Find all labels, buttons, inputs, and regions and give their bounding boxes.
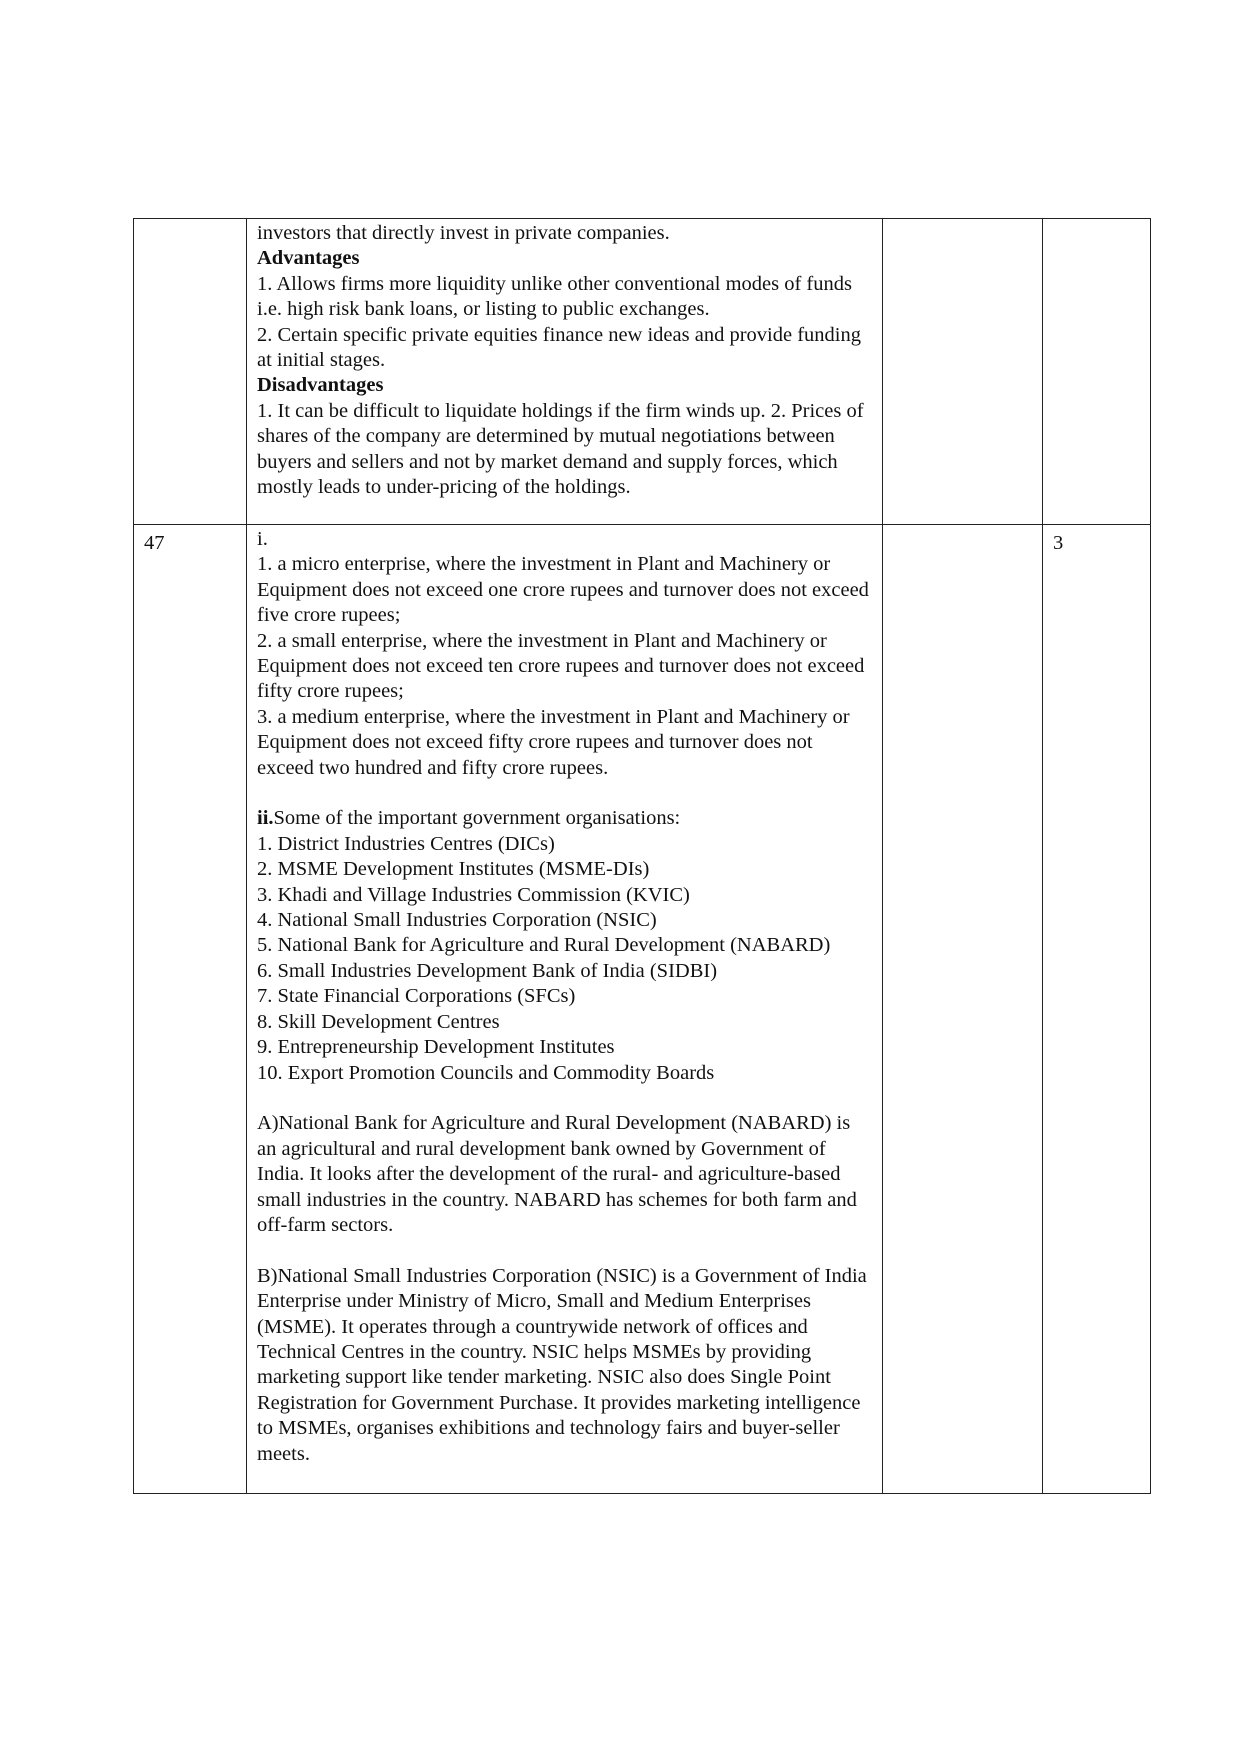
paragraph-spacer — [257, 1238, 874, 1263]
part-ii-intro-line — [257, 806, 874, 831]
question-number — [134, 219, 246, 225]
part-ii-label: ii. — [257, 807, 274, 830]
marks-cell — [1043, 219, 1151, 525]
answer-table — [133, 218, 1151, 1494]
answer-text — [247, 525, 882, 1467]
marks-cell — [1043, 525, 1151, 1494]
list-item: 2. a small enterprise, where the investment in Plant and Machinery or Equipment does not exceed ten crore rupees and turnover does not exceed fifty crore rupees; — [257, 629, 865, 703]
question-number-cell — [134, 525, 247, 1494]
advantage-item: 1. Allows firms more liquidity unlike other conventional modes of funds i.e. high risk bank loans, or listing to public exchanges. — [257, 272, 852, 321]
list-item: 4. National Small Industries Corporation (NSIC) — [257, 909, 657, 932]
list-item: 1. District Industries Centres (DICs) — [257, 832, 555, 855]
paragraph-spacer — [257, 781, 874, 806]
list-item: 10. Export Promotion Councils and Commodity Boards — [257, 1061, 715, 1084]
list-item: 5. National Bank for Agriculture and Rural Development (NABARD) — [257, 934, 831, 957]
answer-line: investors that directly invest in private companies. — [257, 222, 670, 244]
marks-value — [1043, 219, 1150, 225]
paragraph-nsic: B)National Small Industries Corporation (NSIC) is a Government of India Enterprise under Ministry of Micro, Small and Medium Enterprises (MSME). It operates through a countrywide network of offices and Technical Centres in the country. NSIC helps MSMEs by providing marketing support like tender marketing. NSIC also does Single Point Registration for Government Purchase. It provides marketing intelligence to MSMEs, organises exhibitions and technology fairs and buyer-seller meets. — [257, 1264, 867, 1465]
advantage-item: 2. Certain specific private equities finance new ideas and provide funding at initial stages. — [257, 323, 861, 372]
list-item: 1. a micro enterprise, where the investment in Plant and Machinery or Equipment does not exceed one crore rupees and turnover does not exceed five crore rupees; — [257, 553, 869, 627]
marks-value: 3 — [1053, 532, 1064, 554]
question-number: 47 — [144, 532, 165, 554]
list-item: 3. Khadi and Village Industries Commission (KVIC) — [257, 883, 690, 906]
list-item: 3. a medium enterprise, where the investment in Plant and Machinery or Equipment does not exceed fifty crore rupees and turnover does not exceed two hundred and fifty crore rupees. — [257, 705, 850, 779]
table-row — [134, 525, 1151, 1494]
answer-cell — [247, 525, 883, 1494]
answer-text — [247, 219, 882, 500]
list-item: 8. Skill Development Centres — [257, 1010, 500, 1033]
list-item: 6. Small Industries Development Bank of India (SIDBI) — [257, 959, 718, 982]
disadvantage-item: 1. It can be difficult to liquidate holdings if the firm winds up. 2. Prices of shares of the company are determined by mutual negotiations between buyers and sellers and not by market demand and supply forces, which mostly leads to under-pricing of the holdings. — [257, 399, 864, 499]
table-row — [134, 219, 1151, 525]
empty-cell — [883, 219, 1043, 525]
list-item: 2. MSME Development Institutes (MSME-DIs) — [257, 858, 650, 881]
disadvantages-heading: Disadvantages — [257, 374, 384, 397]
list-item: 9. Entrepreneurship Development Institutes — [257, 1036, 615, 1059]
question-number-cell — [134, 219, 247, 525]
list-item: 7. State Financial Corporations (SFCs) — [257, 985, 576, 1008]
part-ii-intro: Some of the important government organisations: — [273, 807, 681, 830]
part-i-label: i. — [257, 528, 268, 550]
advantages-heading: Advantages — [257, 247, 360, 270]
paragraph-spacer — [257, 1086, 874, 1111]
empty-cell — [883, 525, 1043, 1494]
answer-cell — [247, 219, 883, 525]
paragraph-nabard: A)National Bank for Agriculture and Rural Development (NABARD) is an agricultural and rural development bank owned by Government of India. It looks after the development of the rural- and agriculture-based small industries in the country. NABARD has schemes for both farm and off-farm sectors. — [257, 1112, 857, 1236]
